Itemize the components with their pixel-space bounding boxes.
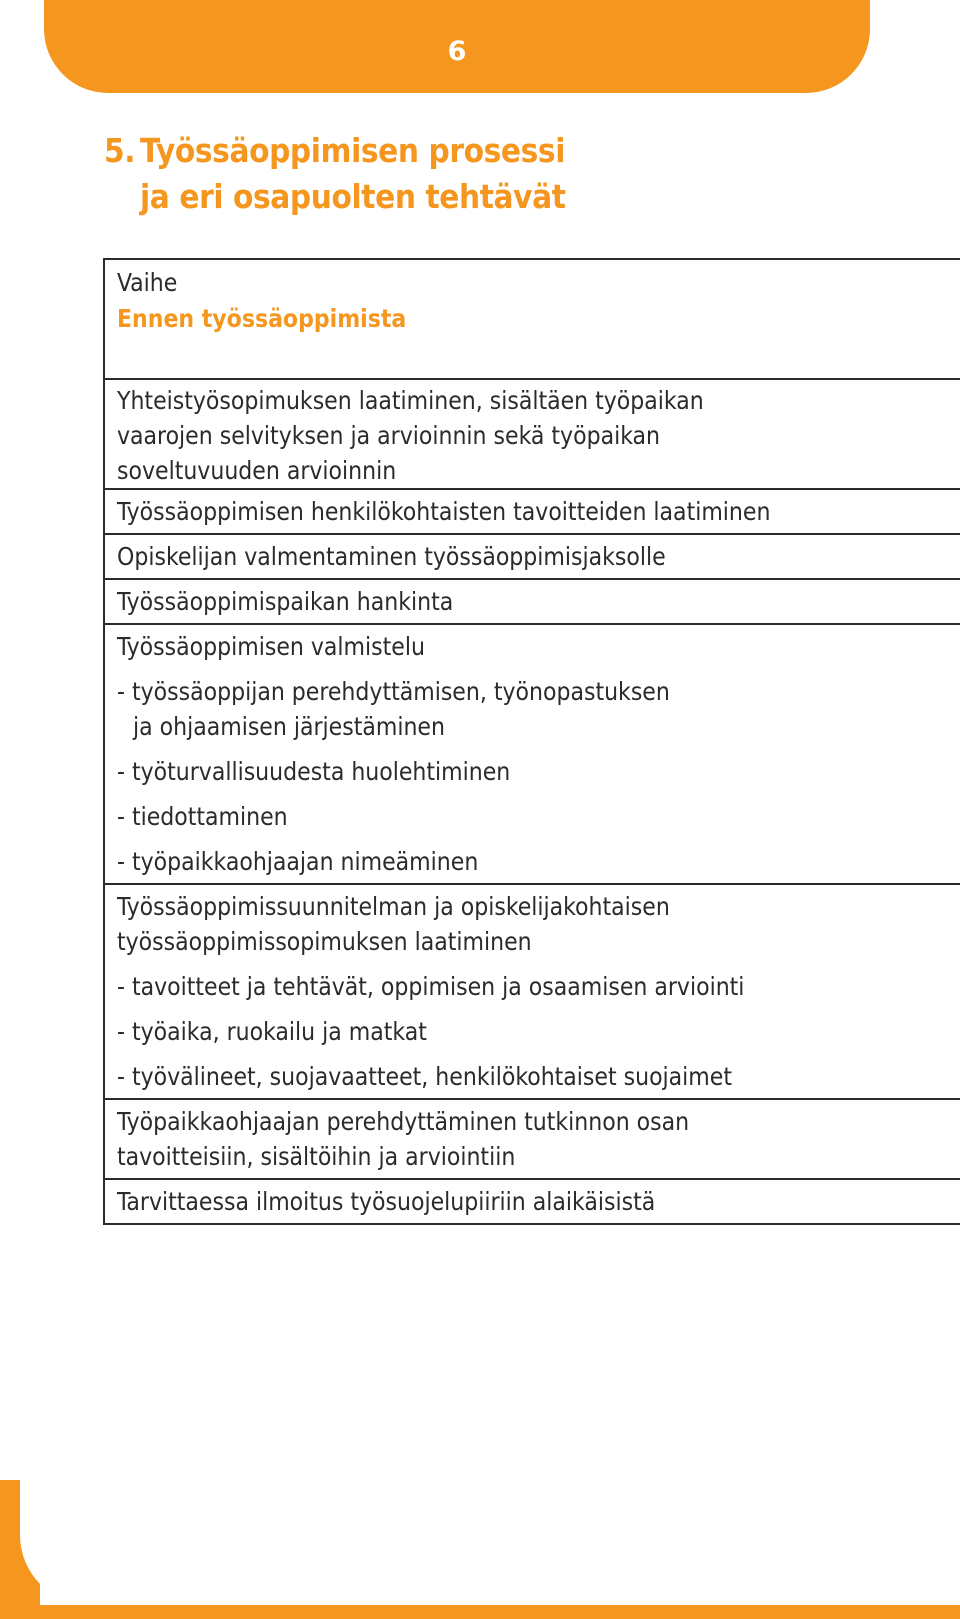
row-content	[105, 625, 960, 883]
row-content	[105, 1100, 960, 1178]
row-line: soveltuvuuden arvioinnin	[117, 456, 397, 485]
table-cell	[104, 489, 960, 534]
list-item-text: - työturvallisuudesta huolehtiminen	[117, 757, 511, 786]
list-item	[117, 799, 960, 834]
row-line: Opiskelijan valmentaminen työssäoppimisjaksolle	[117, 542, 666, 571]
table-row	[104, 579, 960, 624]
list-item-text: - työssäoppijan perehdyttämisen, työnopastuksen	[117, 677, 670, 706]
row-content	[105, 380, 960, 488]
row-title-line: Työssäoppimissuunnitelman ja opiskelijakohtaisen	[117, 892, 670, 921]
row-title: Työssäoppimisen valmistelu	[117, 632, 425, 661]
row-line: Tarvittaessa ilmoitus työsuojelupiiriin alaikäisistä	[117, 1187, 656, 1216]
row-line: Työssäoppimispaikan hankinta	[117, 587, 454, 616]
table-row	[104, 379, 960, 489]
table-cell	[104, 884, 960, 1099]
list-item	[117, 674, 960, 744]
bottom-corner-mask	[20, 1460, 220, 1605]
bottom-accent-bar	[0, 1605, 960, 1619]
list-item	[117, 844, 960, 879]
row-content	[105, 535, 960, 578]
row-line: tavoitteisiin, sisältöihin ja arviointiin	[117, 1142, 516, 1171]
table-row	[104, 489, 960, 534]
row-title-line: työssäoppimissopimuksen laatiminen	[117, 927, 532, 956]
row-line: Yhteistyösopimuksen laatiminen, sisältäen työpaikan	[117, 386, 704, 415]
table-cell	[104, 624, 960, 884]
page-number: 6	[447, 36, 467, 67]
table-cell	[104, 1099, 960, 1179]
section-heading	[104, 128, 566, 220]
list-item	[117, 1059, 960, 1094]
row-content	[105, 885, 960, 1098]
section-number: 5.	[104, 131, 136, 170]
process-table	[103, 258, 960, 1225]
list-item-text: - tiedottaminen	[117, 802, 288, 831]
list-item-text: - työvälineet, suojavaatteet, henkilökohtaiset suojaimet	[117, 1062, 732, 1091]
table-row	[104, 1099, 960, 1179]
list-item-text: - työaika, ruokailu ja matkat	[117, 1017, 427, 1046]
table-header-cell	[104, 259, 960, 379]
row-content	[105, 580, 960, 623]
list-item-text: - työpaikkaohjaajan nimeäminen	[117, 847, 479, 876]
table-row	[104, 1179, 960, 1224]
column-label: Vaihe	[117, 268, 178, 297]
table-cell	[104, 1179, 960, 1224]
list-item	[117, 969, 960, 1004]
row-content	[105, 490, 960, 533]
table-cell	[104, 579, 960, 624]
header-cell-content	[105, 260, 960, 378]
row-content	[105, 1180, 960, 1223]
table-cell	[104, 534, 960, 579]
section-title-line-1: Työssäoppimisen prosessi	[140, 131, 565, 170]
row-line: vaarojen selvityksen ja arvioinnin sekä työpaikan	[117, 421, 661, 450]
table-row	[104, 534, 960, 579]
list-item-text: - tavoitteet ja tehtävät, oppimisen ja osaamisen arviointi	[117, 972, 745, 1001]
row-line: Työpaikkaohjaajan perehdyttäminen tutkinnon osan	[117, 1107, 690, 1136]
row-line: Työssäoppimisen henkilökohtaisten tavoitteiden laatiminen	[117, 497, 771, 526]
table-row	[104, 884, 960, 1099]
table-header-row	[104, 259, 960, 379]
list-item-text-continued: ja ohjaamisen järjestäminen	[133, 712, 445, 741]
list-item	[117, 1014, 960, 1049]
list-item	[117, 754, 960, 789]
table-row	[104, 624, 960, 884]
table-cell	[104, 379, 960, 489]
section-title-line-2: ja eri osapuolten tehtävät	[140, 177, 566, 216]
phase-name: Ennen työssäoppimista	[117, 304, 407, 333]
